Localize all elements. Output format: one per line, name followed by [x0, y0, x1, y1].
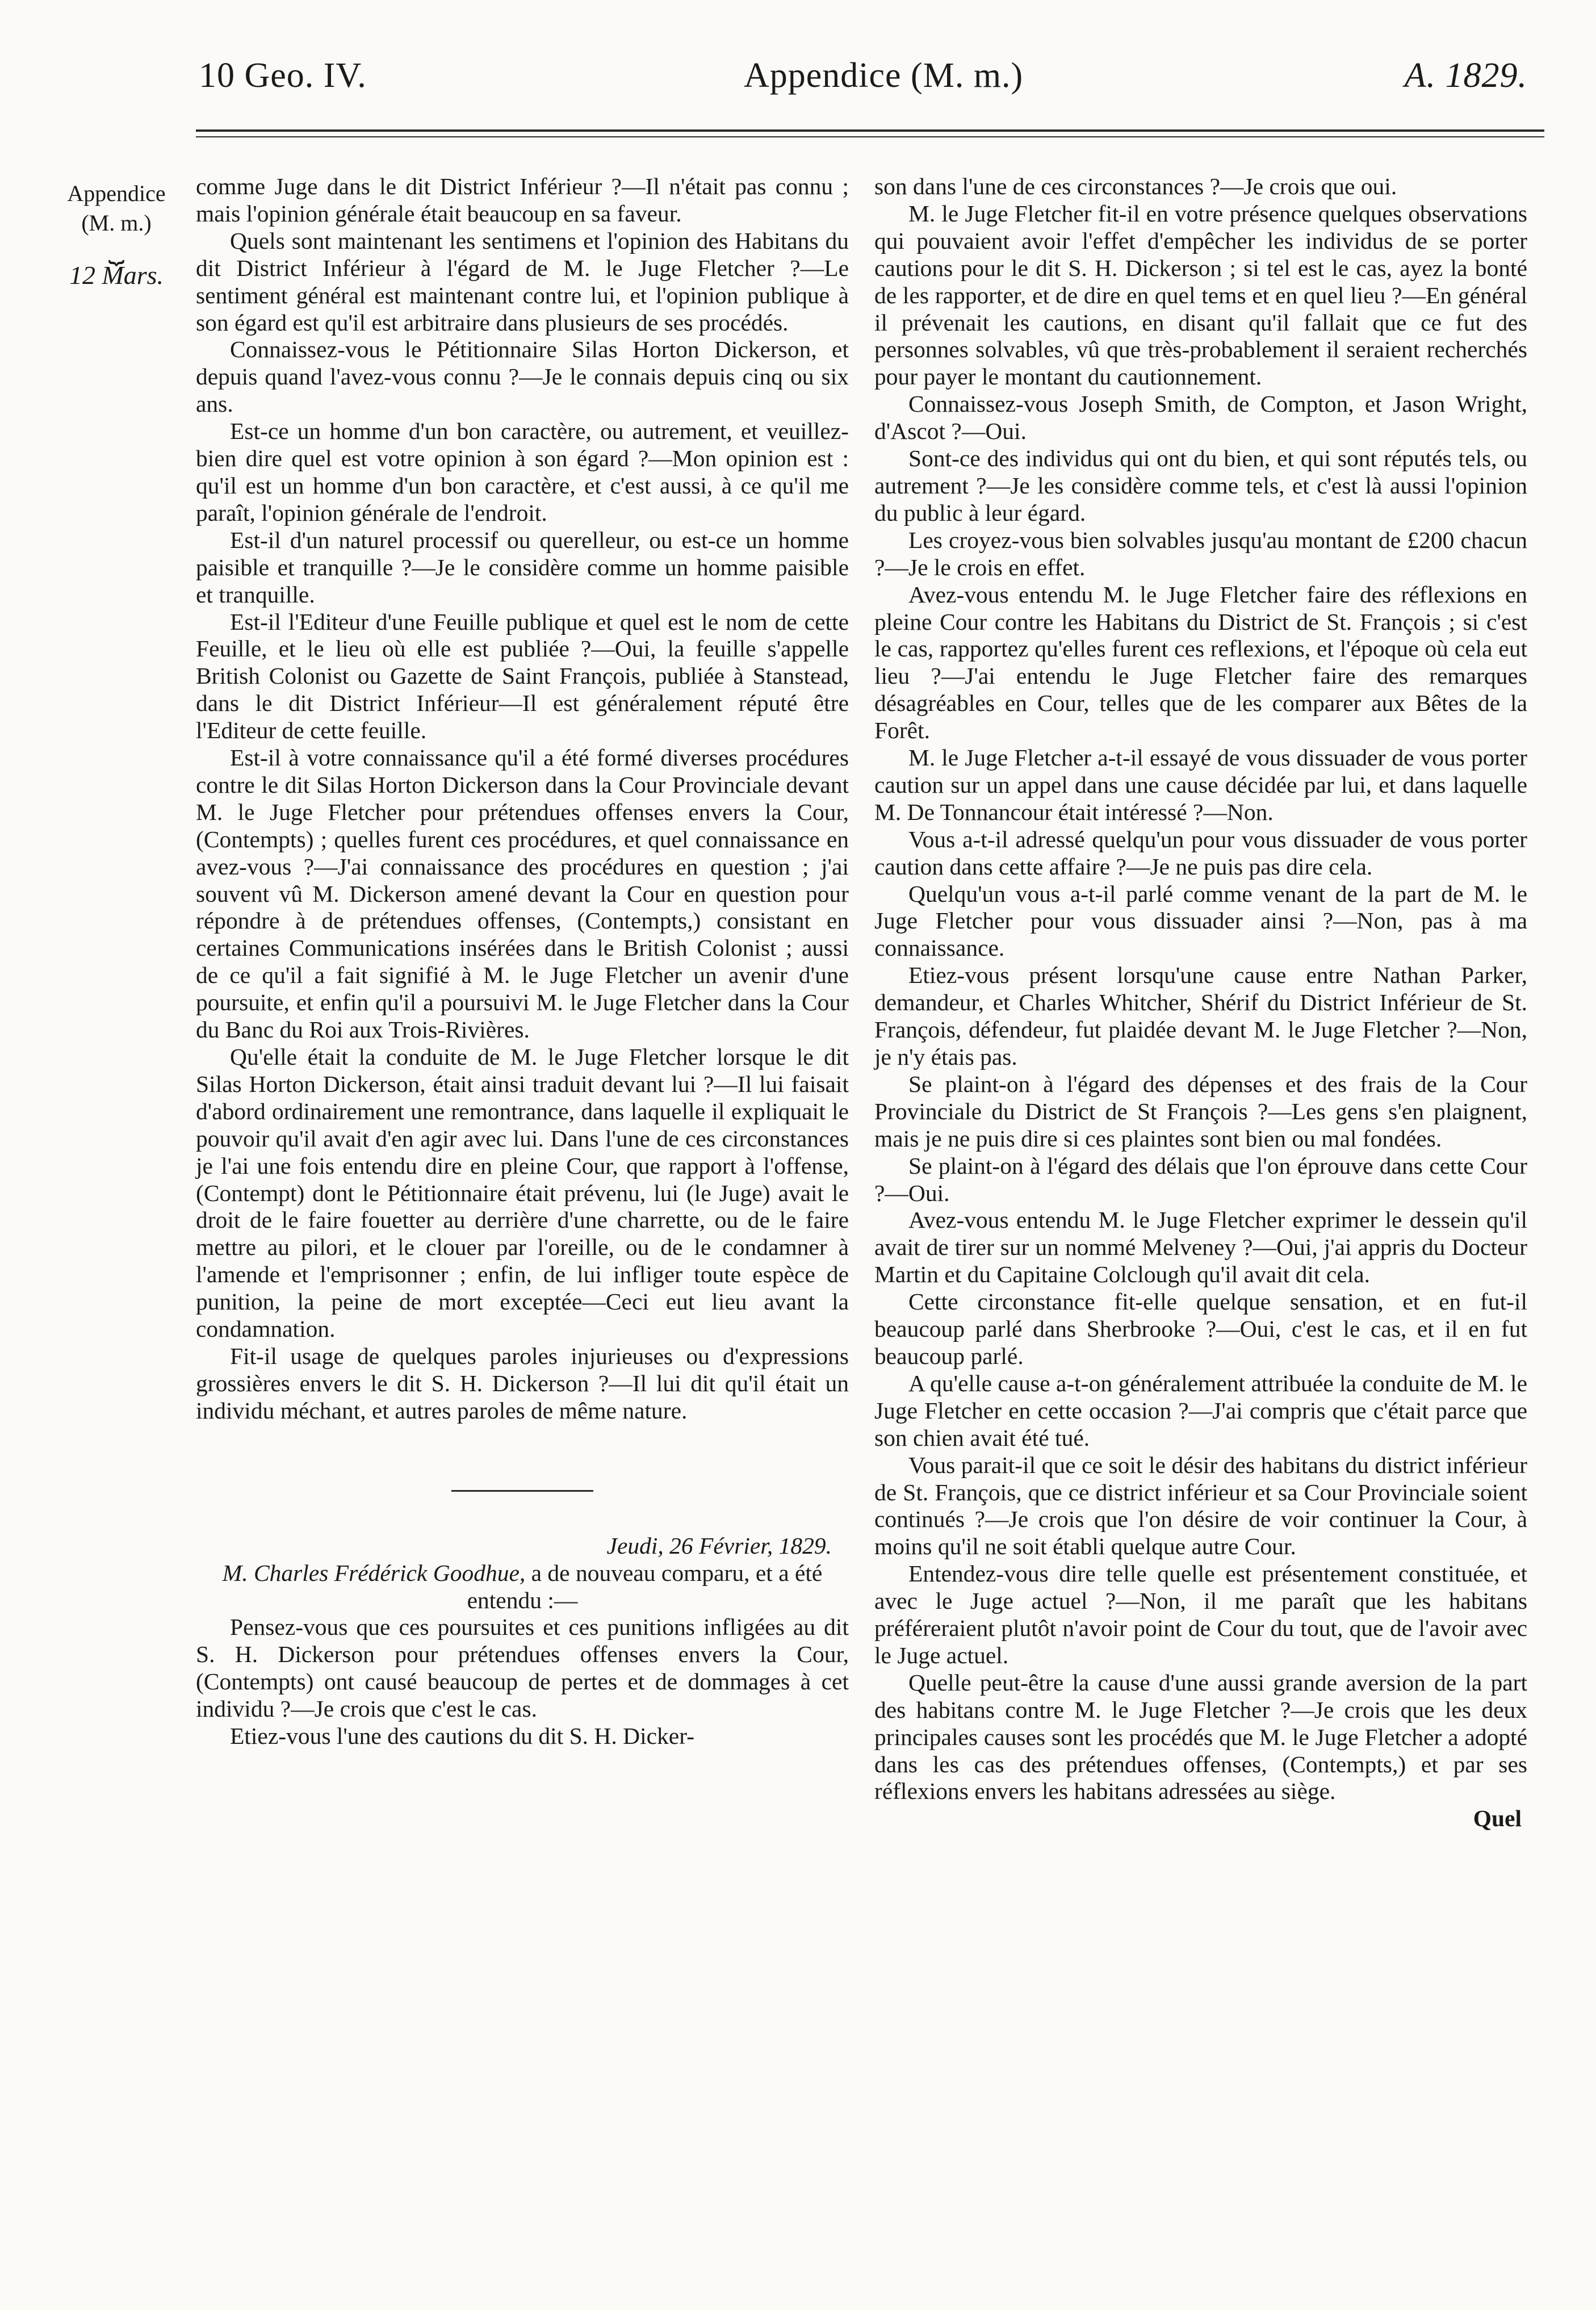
paragraph: Sont-ce des individus qui ont du bien, et qui sont réputés tels, ou autrement ?—Je les considère comme tels, et c'est là aussi l'opinion du public à leur égard. — [874, 445, 1527, 526]
paragraph: Qu'elle était la conduite de M. le Juge Fletcher lorsque le dit Silas Horton Dickerson, était ainsi traduit devant lui ?—Il lui faisait d'abord ordinairement une remontrance, dans laquelle il expliquait le pouvoir qu'il avait d'en agir avec lui. Dans l'une de ces circonstances je l'ai une fois entendu dire en pleine Cour, que rapport à l'offense, (Contempt) dont le Pétitionnaire était prévenu, lui (le Juge) avait le droit de le faire fouetter au derrière d'une charrette, ou de le faire mettre au pilori, et le clouer par l'oreille, ou de le condamner à l'amende et l'emprisonner ; enfin, de lui infliger toute espèce de punition, la peine de mort exceptée—Ceci eut lieu avant la condamnation. — [196, 1044, 849, 1342]
paragraph: Est-il d'un naturel processif ou querelleur, ou est-ce un homme paisible et tranquille ?—Je le considère comme un homme paisible et tranquille. — [196, 526, 849, 608]
paragraph: Est-ce un homme d'un bon caractère, ou autrement, et veuillez-bien dire quel est votre opinion à son égard ?—Mon opinion est : qu'il est un homme d'un bon caractère, et c'est aussi, à ce qu'il me paraît, l'opinion générale de l'endroit. — [196, 418, 849, 526]
paragraph: Cette circonstance fit-elle quelque sensation, et en fut-il beaucoup parlé dans Sherbrooke ?—Oui, c'est le cas, et il en fut beaucoup parlé. — [874, 1288, 1527, 1369]
paragraph: Quelqu'un vous a-t-il parlé comme venant de la part de M. le Juge Fletcher pour vous dissuader ainsi ?—Non, pas à ma connaissance. — [874, 880, 1527, 961]
paragraph: Etiez-vous l'une des cautions du dit S. H. Dicker- — [230, 1723, 695, 1750]
paragraph: Connaissez-vous le Pétitionnaire Silas Horton Dickerson, et depuis quand l'avez-vous connu ?—Je le connais depuis cinq ou six ans. — [196, 336, 849, 417]
paragraph: Etiez-vous présent lorsqu'une cause entre Nathan Parker, demandeur, et Charles Whitcher, Shérif du District Inférieur de St. François, défendeur, fut plaidée devant M. le Juge Fletcher ?—Non, je n'y étais pas. — [874, 962, 1527, 1070]
paragraph: Entendez-vous dire telle quelle est présentement constituée, et avec le Juge actuel ?—Non, il me paraît que les habitans préféreraient plutôt n'avoir point de Cour du tout, que de l'avoir avec le Juge actuel. — [874, 1560, 1527, 1668]
paragraph: Se plaint-on à l'égard des délais que l'on éprouve dans cette Cour ?—Oui. — [874, 1152, 1527, 1206]
paragraph: M. le Juge Fletcher a-t-il essayé de vous dissuader de vous porter caution sur un appel dans une cause décidée par lui, et dans laquelle M. De Tonnancour était intéressé ?—Non. — [874, 744, 1527, 825]
paragraph: Avez-vous entendu M. le Juge Fletcher exprimer le dessein qu'il avait de tirer sur un nommé Melveney ?—Oui, j'ai appris du Docteur Martin et du Capitaine Colclough qu'il avait dit cela. — [874, 1207, 1527, 1288]
paragraph: Quelle peut-être la cause d'une aussi grande aversion de la part des habitans contre M. le Juge Fletcher ?—Je crois que les deux principales causes sont les procédés que M. le Juge Fletcher a adopté dans les cas des prétendues offenses, (Contempts,) et par ses réflexions envers les habitans adressées au siège. — [874, 1669, 1527, 1805]
paragraph: Avez-vous entendu M. le Juge Fletcher faire des réflexions en pleine Cour contre les Habitans du District de St. François ; si c'est le cas, rapportez qu'elles furent ces reflexions, et l'époque où cela eut lieu ?—J'ai entendu le Juge Fletcher faire des remarques désagréables en Cour, telles que de les comparer aux Bêtes de la Forêt. — [874, 581, 1527, 744]
paragraph: Pensez-vous que ces poursuites et ces punitions infligées au dit S. H. Dickerson pour prétendues offenses envers la Cour, (Contempts) ont causé beaucoup de pertes et de dommages à cet individu ?—Je crois que c'est le cas. — [196, 1614, 849, 1722]
right-column — [874, 173, 1527, 1832]
margin-date: 12 Mars. — [69, 261, 164, 290]
paragraph: Vous parait-il que ce soit le désir des habitans du district inférieur de St. François, que ce district inférieur et sa Cour Provinciale soient continués ?—Je crois que l'on désire de voir continuer la Cour, à moins qu'il ne soit établi quelque autre Cour. — [874, 1451, 1527, 1560]
header-rule-thin — [196, 136, 1544, 137]
paragraph: son dans l'une de ces circonstances ?—Je crois que oui. — [874, 173, 1397, 199]
margin-label: Appendice — [67, 181, 166, 206]
paragraph: Vous a-t-il adressé quelqu'un pour vous dissuader de vous porter caution dans cette affaire ?—Je ne puis pas dire cela. — [874, 826, 1527, 880]
paragraph: comme Juge dans le dit District Inférieur ?—Il n'était pas connu ; mais l'opinion générale était beaucoup en sa faveur. — [196, 173, 849, 227]
header-rule — [196, 129, 1544, 132]
paragraph: Les croyez-vous bien solvables jusqu'au montant de £200 chacun ?—Je le crois en effet. — [874, 526, 1527, 580]
header-appendix-title: Appendice (M. m.) — [744, 56, 1024, 95]
paragraph: M. le Juge Fletcher fit-il en votre présence quelques observations qui pouvaient avoir l'effet d'empêcher les individus de se porter cautions pour le dit S. H. Dickerson ; si tel est le cas, ayez la bonté de les rapporter, et de dire en quel tems et en quel lieu ?—En général il prévenait les cautions, en disant qu'il fallait que ce fut des personnes solvables, vû que très-probablement il seraient recherchés pour payer le montant du cautionnement. — [874, 200, 1527, 390]
paragraph: Est-il l'Editeur d'une Feuille publique et quel est le nom de cette Feuille, et le lieu où elle est publiée ?—Oui, la feuille s'appelle British Colonist ou Gazette de Saint François, publiée à Stanstead, dans le dit District Inférieur—Il est généralement réputé être l'Editeur de cette feuille. — [196, 608, 849, 744]
witness-name: M. Charles Frédérick Goodhue, — [222, 1559, 526, 1586]
margin-note — [51, 179, 182, 290]
paragraph: Fit-il usage de quelques paroles injurieuses ou d'expressions grossières envers le dit S. H. Dickerson ?—Il lui dit qu'il était un individu méchant, et autres paroles de même nature. — [196, 1342, 849, 1424]
left-column — [196, 173, 849, 1750]
running-header — [187, 44, 1539, 107]
margin-code: (M. m.) — [81, 210, 152, 236]
paragraph: Est-il à votre connaissance qu'il a été formé diverses procédures contre le dit Silas Horton Dickerson dans la Cour Provinciale devant M. le Juge Fletcher pour prétendues offenses envers la Cour, (Contempts) ; quelles furent ces procédures, et quel connaissance en avez-vous ?—J'ai connaissance des procédures en question ; j'ai souvent vû M. Dickerson amené devant la Cour en question pour répondre à de prétendues offenses, (Contempts,) consistant en certaines Communications insérées dans le British Colonist ; aussi de ce qu'il a fait signifié à M. le Juge Fletcher un avenir d'une poursuite, et enfin qu'il a poursuivi M. le Juge Fletcher dans la Cour du Banc du Roi aux Trois-Rivières. — [196, 744, 849, 1043]
header-regnal-year: 10 Geo. IV. — [199, 56, 367, 95]
section-divider — [451, 1490, 593, 1492]
brace-icon: ⏟ — [108, 234, 125, 264]
paragraph: A qu'elle cause a-t-on généralement attribuée la conduite de M. le Juge Fletcher en cette occasion ?—J'ai compris que c'était parce que son chien avait été tué. — [874, 1370, 1527, 1451]
session-dateline: Jeudi, 26 Février, 1829. — [606, 1532, 832, 1559]
header-year: A. 1829. — [1404, 56, 1527, 95]
paragraph: Se plaint-on à l'égard des dépenses et des frais de la Cour Provinciale du District de St François ?—Les gens s'en plaignent, mais je ne puis dire si ces plaintes sont bien ou mal fondées. — [874, 1070, 1527, 1152]
witness-heading — [196, 1560, 849, 1614]
witness-statement: a de nouveau comparu, et a été entendu :— — [467, 1559, 823, 1613]
paragraph: Connaissez-vous Joseph Smith, de Compton, et Jason Wright, d'Ascot ?—Oui. — [874, 391, 1527, 445]
catchword: Quel — [1473, 1805, 1522, 1832]
paragraph: Quels sont maintenant les sentimens et l'opinion des Habitans du dit District Inférieur à l'égard de M. le Juge Fletcher ?—Le sentiment général est maintenant contre lui, et l'opinion publique à son égard est qu'il est arbitraire dans plusieurs de ses procédés. — [196, 227, 849, 336]
